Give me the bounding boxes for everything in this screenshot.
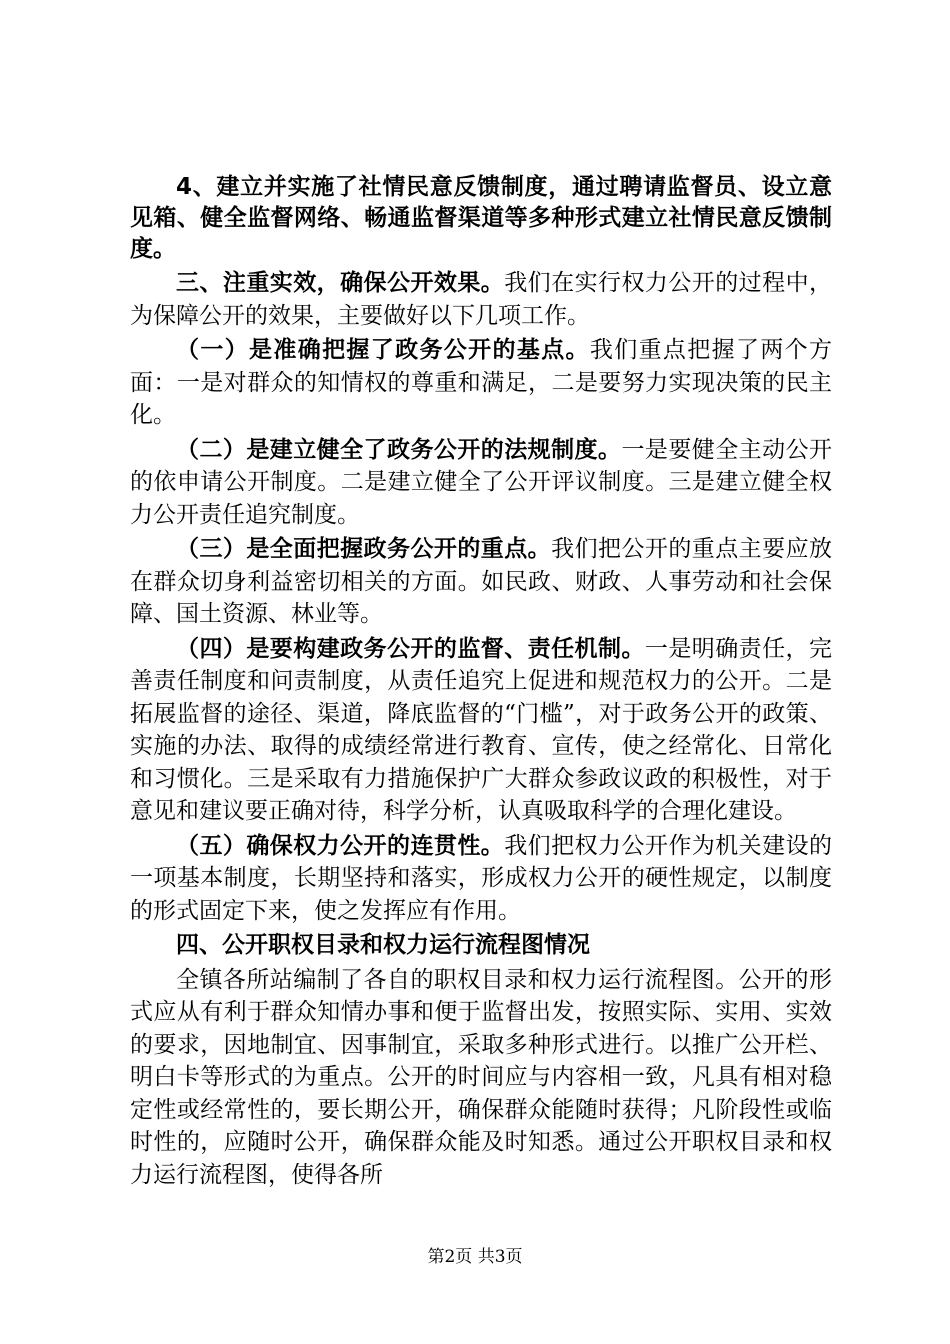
page-number-footer: 第2页 共3页 [427, 1247, 523, 1267]
item-heading: （五）确保权力公开的连贯性。 [176, 832, 505, 859]
paragraph-text: 我们把公开的重点主要应放在群众切身利益密切相关的方面。如民政、财政、人事劳动和社会保障、国土资源、林业等。 [130, 536, 833, 627]
paragraph-feedback-system [130, 172, 832, 265]
paragraph-section-four [130, 929, 832, 962]
paragraph-item-three [130, 533, 832, 631]
paragraph-text: 一是要健全主动公开的依申请公开制度。二是建立健全了公开评议制度。三是建立健全权力公开责任追究制度。 [130, 436, 833, 528]
paragraph-catalog-description [130, 964, 832, 1192]
paragraph-text: 4、建立并实施了社情民意反馈制度，通过聘请监督员、设立意见箱、健全监督网络、畅通监督渠道等多种形式建立社情民意反馈制度。 [130, 174, 832, 262]
paragraph-text: 我们重点把握了两个方面：一是对群众的知情权的尊重和满足，二是要努力实现决策的民主化。 [130, 337, 833, 428]
paragraph-item-two [130, 434, 832, 532]
paragraph-item-one [130, 334, 832, 432]
paragraph-section-three [130, 267, 832, 332]
section-heading: 四、公开职权目录和权力运行流程图情况 [176, 932, 590, 958]
item-heading: （四）是要构建政务公开的监督、责任机制。 [176, 635, 645, 662]
item-heading: （一）是准确把握了政务公开的基点。 [176, 337, 590, 363]
paragraph-text: 一是明确责任，完善责任制度和问责制度，从责任追究上促进和规范权力的公开。二是拓展监督的途径、渠道，降底监督的“门槛”，对于政务公开的政策、实施的办法、取得的成绩经常进行教育、宣传，使之经常化、日常化和习惯化。三是采取有力措施保护广大群众参政议政的积极性，对于意见和建议要正确对待，科学分析，认真吸取科学的合理化建设。 [130, 635, 833, 824]
section-heading: 三、注重实效，确保公开效果。 [176, 270, 505, 296]
paragraph-text: 全镇各所站编制了各自的职权目录和权力运行流程图。公开的形式应从有利于群众知情办事和便于监督出发，按照实际、实用、实效的要求，因地制宜、因事制宜，采取多种形式进行。以推广公开栏、明白卡等形式的为重点。公开的时间应与内容相一致，凡具有相对稳定性或经常性的，要长期公开，确保群众能随时获得；凡阶段性或临时性的，应随时公开，确保群众能及时知悉。通过公开职权目录和权力运行流程图，使得各所 [130, 966, 832, 1188]
document-body [130, 172, 832, 1191]
paragraph-text: 我们在实行权力公开的过程中，为保障公开的效果，主要做好以下几项工作。 [130, 270, 833, 329]
paragraph-text: 我们把权力公开作为机关建设的一项基本制度，长期坚持和落实，形成权力公开的硬性规定，以制度的形式固定下来，使之发挥应有作用。 [130, 832, 833, 924]
item-heading: （三）是全面把握政务公开的重点。 [176, 536, 552, 562]
paragraph-item-five [130, 830, 832, 928]
paragraph-item-four [130, 633, 832, 828]
item-heading: （二）是建立健全了政务公开的法规制度。 [176, 436, 622, 463]
